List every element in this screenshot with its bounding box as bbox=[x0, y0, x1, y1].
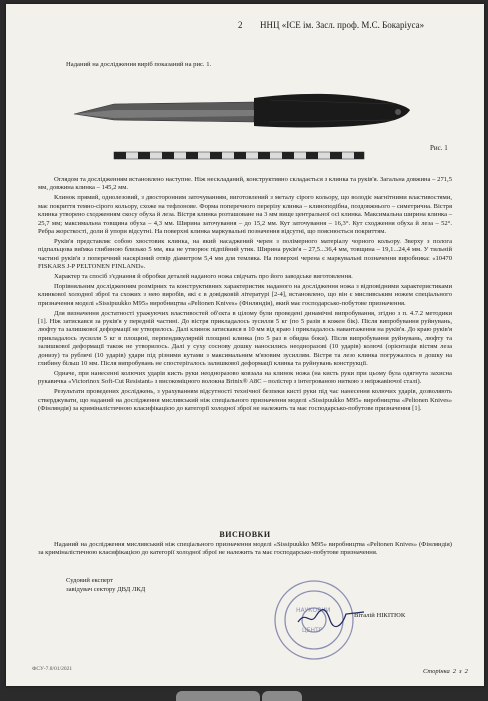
conclusions-title: ВИСНОВКИ bbox=[219, 530, 271, 539]
paragraph: Оглядом та дослідженням встановлено наступне. Ніж нескладаний, конструктивно складається з клинка та руків'я. Загальна довжина – 271,5 мм, довжина клинка – 145,2 мм. bbox=[38, 176, 452, 192]
role-line-1: Судовий експерт bbox=[66, 577, 114, 584]
body-text bbox=[38, 176, 452, 415]
svg-text:НАУКОВИЙ: НАУКОВИЙ bbox=[296, 607, 331, 614]
page-number: 2 bbox=[238, 20, 243, 30]
paragraph: Одначе, при нанесенні колючих ударів кисть руки неодноразово ковзала на клинок ножа (на кисть руки при цьому була одягнута захисна рукавичка «Victorinox Soft-Cut Resistant» з високоміцного волокна Brinix® A8C – полістер з інтегрованою ниткою з неіржавіючої сталі). bbox=[38, 369, 452, 386]
paragraph: Характер та спосіб з'єднання й обробки деталей наданого ножа свідчать про його заводське виготовлення. bbox=[54, 272, 353, 280]
role-line-2: завідувач сектору ДВД ЛКД bbox=[66, 585, 146, 593]
paragraph: Результати проведених досліджень, з урахуванням відсутності технічної безпеки кисті руки під час нанесення колючих ударів, дозволяють стверджувати, що наданий на дослідження мисливський ніж спеціального призначення моделі «Sissipuukko M95» виробництва «Peltonen Knives» (Фінляндія) за криміналістичною класифікацією до категорії холодної зброї не належить та має господарсько-побутове призначення [1]. bbox=[38, 388, 452, 413]
paragraph: Порівняльним дослідженням розмірних та конструктивних характеристик наданого на дослідження ножа з відповідними характеристиками клинкової холодної зброї та схожих з нею виробів, які є в довідковій літературі [2-4], встановлено, що він є мисливським ножем спеціального призначення моделі «Sissipuukko M95» виробництва «Peltonen Knives» (Фінляндія), який має господарсько-побутове призначення. bbox=[38, 282, 452, 307]
page-of-label: з bbox=[459, 668, 462, 675]
knife-photo bbox=[54, 70, 426, 178]
signer-name: Віталій НІКІТЮК bbox=[354, 612, 406, 619]
page-total: 2 bbox=[464, 668, 468, 675]
form-code: ФСУ-7.8/01/2021 bbox=[32, 666, 73, 672]
svg-text:ЦЕНТР: ЦЕНТР bbox=[302, 627, 323, 634]
paragraph: Клинок прямий, однолезовий, з двосторонним заточуванням, виготовлений з металу сірого кольору, що володіє магнітними властивостями, має покриття темно-сірого кольору, схоже на тефлонове. Форма поперечного перерізу клинка – клиноподібна, поздовжнього – симетрична. Вістря клинка утворено сходженням скосу обуха й леза. Вістря клинка розташоване на 3 мм вище центральної осі клинка. Максимальна ширина клинка – 25,7 мм; максимальна товщина обуха – 4,3 мм. Ширина заточування – до 15,2 мм. Кут заточування – 16,3°. Кут сходження обуха й леза – 52°. Ребра жорсткості, доли й упори відсутні. На поверхні клинка маркувальні позначення відсутні, що пояснюється покриттям. bbox=[38, 194, 452, 235]
institution-header: ННЦ «ІСЕ ім. Засл. проф. М.С. Бокаріуса» bbox=[260, 20, 425, 30]
expert-role bbox=[66, 577, 145, 594]
page-label: Сторінка bbox=[423, 668, 450, 675]
conclusions-text: Наданий на дослідження мисливський ніж спеціального призначення моделі «Sissipuukko M95» виробництва «Peltonen Knives» (Фінляндія) за криміналістичною класифікацією до категорії холодної зброї не належить та має господарсько-побутове призначення. bbox=[38, 541, 452, 557]
figure-label: Рис. 1 bbox=[430, 144, 448, 152]
page-counter bbox=[420, 668, 468, 675]
photo-caption: Наданий на дослідження виріб показаний на рис. 1. bbox=[66, 61, 212, 68]
paragraph: Для визначення достатності уражуючих властивостей об'єкта в цілому були проведені динамічні випробування, згідно з п. 4.7.2 методики [1]. Ніж затискався за руків'я у передній частині. До вістря прикладалось зусилля 5 кг (по 5 разів в кожен бік). Після випробування руйнувань, люфту та залишкової деформації не утворилось. Далі клинок затискався в 10 мм від краю і прикладалось навантаження на руків'я. До краю руків'я прикладалось зусилля 5 кг в площині, перпендикулярній площині клинка (по 5 раз в обидва боки). Після випробування руйнувань, люфту та залишкової деформації також не утворилось. Далі у суху соснову дошку наносились неодноразові (10 ударів) колючі (орієнтація вістям леза донизу) та рублячі (10 ударів) удари під різними кутами з максимальним м'язовим зусиллям. Вістря та лезо клинка погружалось в дошку на глибину більш 10 мм. Після випробувань не спостерігалось залишкової деформації клинка та руйнувань конструкції. bbox=[38, 309, 452, 368]
paragraph: Руків'я представляє собою хвостовик клинка, на який насаджений черен з полімерного матеріалу чорного кольору. Зверху з полога підпальцова виїмка глибиною близько 5 мм, яка не утворює підпійний утик. Ширина руків'я – 27,5...36,4 мм, товщина – 19,1...24,4 мм. У тильній частині руків'я з поперечний наскрізний отвір діаметром 5,4 мм для темляка. На поверхні черена є маркувальні позначення виробника: «10470 FISKARS J-P PELTONEN FINLAND». bbox=[38, 237, 452, 271]
page-current: 2 bbox=[452, 668, 457, 675]
document-page bbox=[6, 4, 484, 686]
viewer-bottom-bar bbox=[0, 688, 488, 700]
